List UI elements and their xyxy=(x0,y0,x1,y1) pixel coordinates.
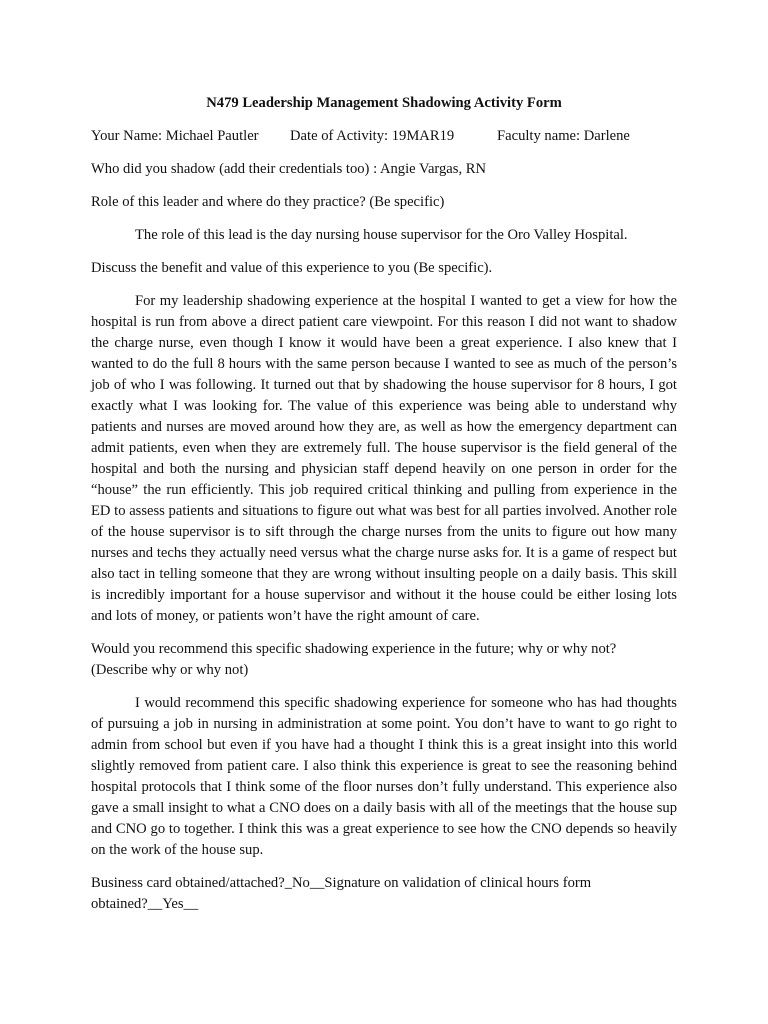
business-card-signature-status xyxy=(91,873,677,915)
recommend-answer: I would recommend this specific shadowing experience for someone who has had thoughts of pursuing a job in nursing in administration at some point. You don’t have to want to go right to admin from school but even if you have had a thought I think this is a great insight into this world slightly removed from patient care. I also think this experience is great to see the reasoning behind hospital protocols that I think some of the floor nurses don’t fully understand. This experience also gave a small insight to what a CNO does on a daily basis with all of the meetings that the house sup and CNO go to together. I think this was a great experience to see how the CNO depends so heavily on the work of the house sup. xyxy=(91,695,677,858)
benefit-answer: For my leadership shadowing experience at the hospital I wanted to get a view for how the hospital is run from above a direct patient care viewpoint. For this reason I did not want to shadow the charge nurse, even though I know it would have been a great experience. I also knew that I wanted to do the full 8 hours with the same person because I wanted to see as much of the person’s job of who I was following. It turned out that by shadowing the house supervisor for 8 hours, I got exactly what I was looking for. The value of this experience was being able to understand why patients and nurses are moved around how they are, as well as how the emergency department can admit patients, even when they are extremely full. The house supervisor is the field general of the hospital and both the nursing and physician staff depend heavily on one person in order for the “house” the run efficiently. This job required critical thinking and pulling from experience in the ED to assess patients and situations to figure out what was best for all parties involved. Another role of the house supervisor is to sift through the charge nurses from the units to figure out how many nurses and techs they actually need versus what the charge nurse asks for. It is a game of respect but also tact in telling someone that they are wrong without insulting people on a daily basis. This skill is incredibly important for a house supervisor and without it the house could be either losing lots and lots of money, or patients won’t have the right amount of care. xyxy=(91,293,677,624)
role-answer: The role of this lead is the day nursing house supervisor for the Oro Valley Hospital. xyxy=(135,227,628,243)
recommend-prompt xyxy=(91,639,677,681)
header-info-row xyxy=(91,126,677,147)
shadowed-person: Who did you shadow (add their credentials too) : Angie Vargas, RN xyxy=(91,161,487,177)
faculty-name: Faculty name: Darlene xyxy=(497,128,630,144)
shadowing-form-page xyxy=(91,93,677,927)
footer-line1: Business card obtained/attached?_No__Signature on validation of clinical hours form xyxy=(91,875,592,891)
student-name: Your Name: Michael Pautler xyxy=(91,128,259,144)
recommend-prompt-line1: Would you recommend this specific shadowing experience in the future; why or why not? xyxy=(91,641,617,657)
footer-line2: obtained?__Yes__ xyxy=(91,896,199,912)
form-title: N479 Leadership Management Shadowing Activity Form xyxy=(206,95,562,111)
activity-date: Date of Activity: 19MAR19 xyxy=(290,128,455,144)
recommend-prompt-line2: (Describe why or why not) xyxy=(91,662,249,678)
role-prompt: Role of this leader and where do they practice? (Be specific) xyxy=(91,194,445,210)
benefit-prompt: Discuss the benefit and value of this experience to you (Be specific). xyxy=(91,260,493,276)
